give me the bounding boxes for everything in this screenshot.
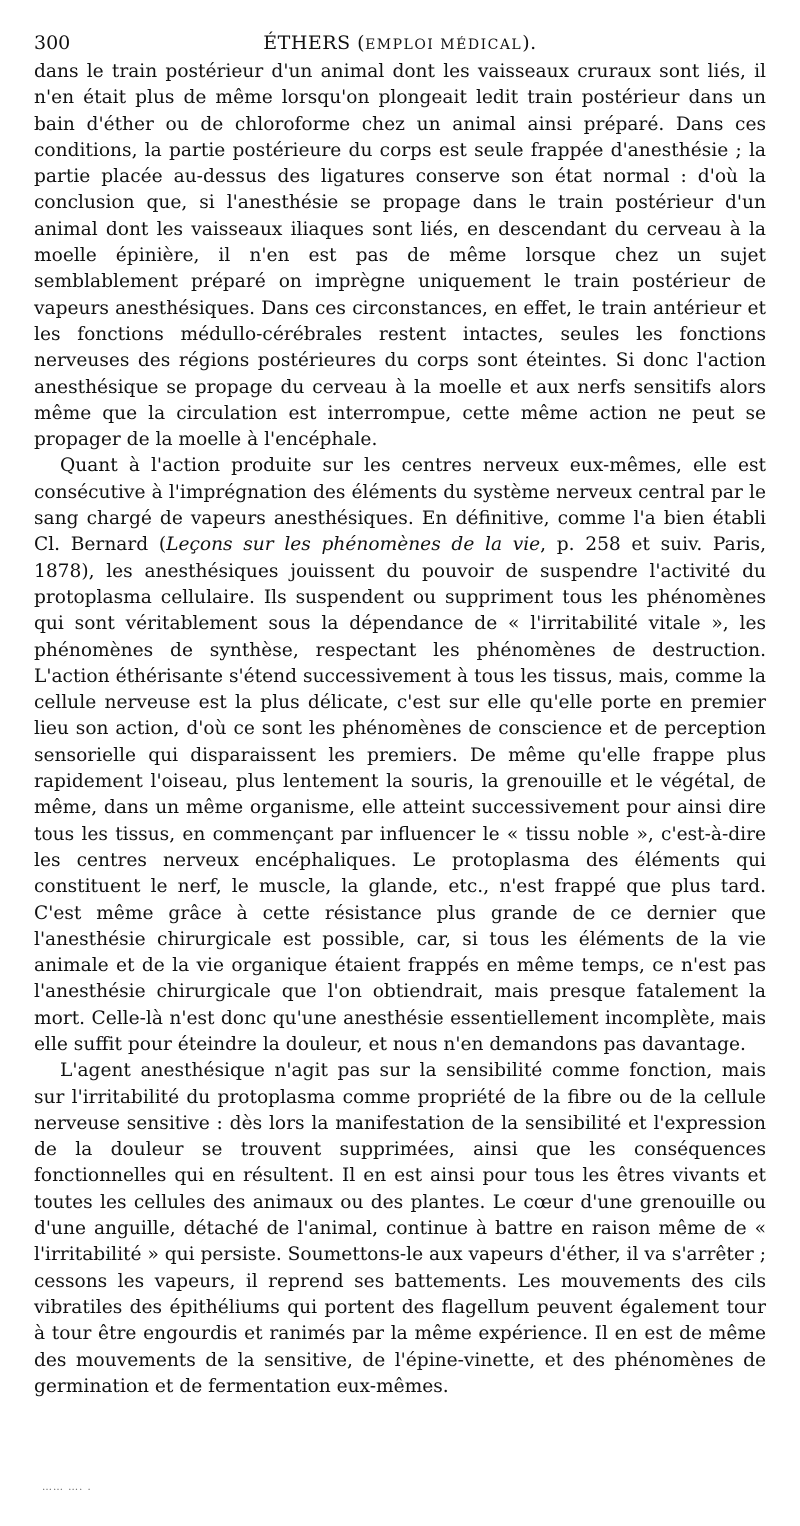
page-number: 300 xyxy=(34,32,71,54)
running-head-close: ). xyxy=(522,32,537,54)
paragraph-2-part-1: Quant à l'action produite sur les centres nerveux eux-mêmes, elle est consécutive à l'imprégnation des éléments du système nerveux central par le sang chargé de vapeurs anesthésiques. En définitive, comme l'a bien établi Cl. Bernard ( xyxy=(34,455,766,556)
footer-mark: …… …. . xyxy=(42,1482,92,1493)
running-head xyxy=(34,28,766,60)
book-page xyxy=(34,28,766,1400)
paragraph-3: L'agent anesthésique n'agit pas sur la sensibilité comme fonction, mais sur l'irritabilité du protoplasma comme propriété de la fibre ou de la cellule nerveuse sensitive : dès lors la manifestation de la sensibilité et l'expression de la douleur se trouvent supprimées, ainsi que les conséquences fonctionnelles qui en résultent. Il en est ainsi pour tous les êtres vivants et toutes les cellules des animaux ou des plantes. Le cœur d'une grenouille ou d'une anguille, détaché de l'animal, continue à battre en raison même de « l'irritabilité » qui persiste. Soumettons-le aux vapeurs d'éther, il va s'arrêter ; cessons les vapeurs, il reprend ses battements. Les mouvements des cils vibratiles des épithéliums qui portent des flagellum peuvent également tour à tour être engourdis et ranimés par la même expérience. Il en est de même des mouvements de la sensitive, de l'épine-vinette, et des phénomènes de germination et de fermentation eux-mêmes. xyxy=(34,1060,766,1397)
citation-title: Leçons sur les phénomènes de la vie xyxy=(166,534,541,556)
paragraph-2 xyxy=(34,453,766,1058)
paragraph-1: dans le train postérieur d'un animal dont les vaisseaux cruraux sont liés, il n'en était plus de même lorsqu'on plongeait ledit train postérieur dans un bain d'éther ou de chloroforme chez un animal ainsi préparé. Dans ces conditions, la partie postérieure du corps est seule frappée d'anesthésie ; la partie placée au-dessus des ligatures conserve son état normal : d'où la conclusion que, si l'anesthésie se propage dans le train postérieur d'un animal dont les vaisseaux iliaques sont liés, en descendant du cerveau à la moelle épinière, il n'en est pas de même lorsque chez un sujet semblablement préparé on imprègne uniquement le train postérieur de vapeurs anesthésiques. Dans ces circonstances, en effet, le train antérieur et les fonctions médullo-cérébrales restent intactes, seules les fonctions nerveuses des régions postérieures du corps sont éteintes. Si donc l'action anesthésique se propage du cerveau à la moelle et aux nerfs sensitifs alors même que la circulation est interrompue, cette même action ne peut se propager de la moelle à l'encéphale. xyxy=(34,61,766,451)
running-head-subtitle: EMPLOI MÉDICAL xyxy=(365,37,523,53)
page-header xyxy=(34,28,766,58)
running-head-title: ÉTHERS xyxy=(263,32,351,54)
running-head-open: ( xyxy=(350,32,366,54)
body-text xyxy=(34,59,766,1400)
paragraph-2-part-2: , p. 258 et suiv. Paris, 1878), les anesthésiques jouissent du pouvoir de suspendre l'activité du protoplasma cellulaire. Ils suspendent ou suppriment tous les phénomènes qui sont véritablement sous la dépendance de « l'irritabilité vitale », les phénomènes de synthèse, respectant les phénomènes de destruction. L'action éthérisante s'étend successivement à tous les tissus, mais, comme la cellule nerveuse est la plus délicate, c'est sur elle qu'elle porte en premier lieu son action, d'où ce sont les phénomènes de conscience et de perception sensorielle qui disparaissent les premiers. De même qu'elle frappe plus rapidement l'oiseau, plus lentement la souris, la grenouille et le végétal, de même, dans un même organisme, elle atteint successivement pour ainsi dire tous les tissus, en commençant par influencer le « tissu noble », c'est-à-dire les centres nerveux encéphaliques. Le protoplasma des éléments qui constituent le nerf, le muscle, la glande, etc., n'est frappé que plus tard. C'est même grâce à cette résistance plus grande de ce dernier que l'anesthésie chirurgicale est possible, car, si tous les éléments de la vie animale et de la vie organique étaient frappés en même temps, ce n'est pas l'anesthésie chirurgicale que l'on obtiendrait, mais presque fatalement la mort. Celle-là n'est donc qu'une anesthésie essentiellement incomplète, mais elle suffit pour éteindre la douleur, et nous n'en demandons pas davantage. xyxy=(34,534,766,1055)
